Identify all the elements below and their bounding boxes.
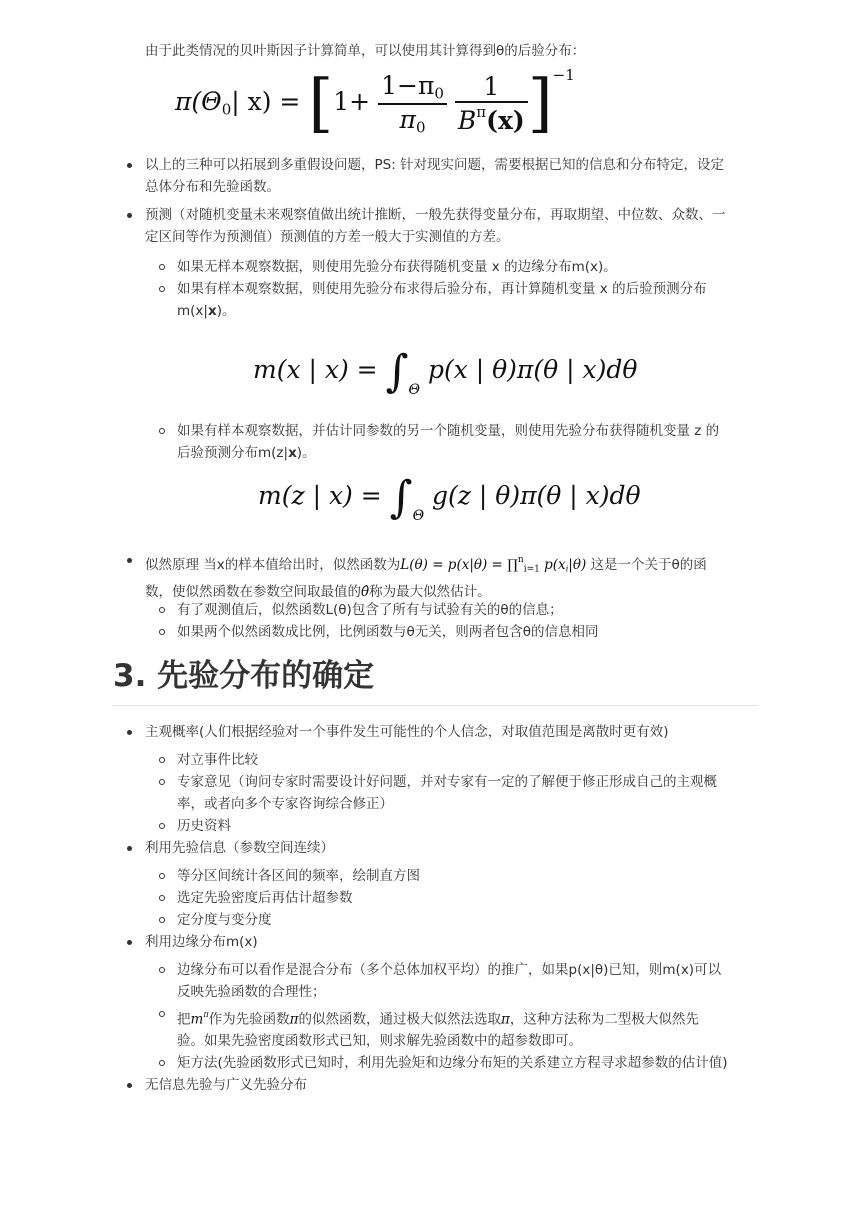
- bold-x: x: [207, 303, 217, 319]
- list-item: [145, 721, 758, 837]
- math-span: π: [501, 1011, 510, 1028]
- text-span: 的似然函数，通过极大似然法选取: [298, 1011, 502, 1028]
- text-span: 后验预测分布m(z|: [177, 445, 289, 461]
- likelihood-list: [145, 549, 758, 603]
- formula-exponent: −1: [552, 66, 575, 84]
- fraction-prior: [378, 71, 447, 136]
- formula-lhs: m(x | x) =: [253, 355, 378, 384]
- frac2-den: B: [457, 106, 477, 135]
- left-bracket-icon: [: [308, 66, 334, 141]
- list-item-line: 率，或者向多个专家咨询综合修正）: [177, 796, 393, 812]
- frac2-num: 1: [483, 72, 500, 101]
- marginal-z-formula: [258, 472, 641, 524]
- integral-sub: Θ: [408, 382, 420, 398]
- text-span: ，这种方法称为二型极大似然先: [509, 1011, 699, 1028]
- formula-rhs: g(z | θ)π(θ | x)dθ: [432, 481, 641, 510]
- list-item-line: 反映先验函数的合理性；: [177, 984, 326, 1000]
- theta-hat: θ̂: [361, 583, 370, 600]
- list-item: 对立事件比较: [177, 749, 758, 771]
- math-sub: i=1: [523, 564, 540, 575]
- bold-x: x: [288, 445, 297, 461]
- text-span: 似然原理 当x的样本值给出时，似然函数为: [145, 557, 401, 573]
- list-item: [145, 549, 758, 603]
- list-item-line: 专家意见（询问专家时需要设计好问题，并对专家有一定的了解便于修正形成自己的主观概: [177, 774, 717, 790]
- text-span: 把: [177, 1011, 191, 1028]
- list-item-line: 以上的三种可以拓展到多重假设问题，PS: 针对现实问题，需要根据已知的信息和分布特定，设定: [145, 157, 725, 173]
- frac1-num-sub: 0: [434, 84, 444, 103]
- likelihood-sub-list: [177, 599, 757, 643]
- text-span: 称为最大似然估计。: [369, 583, 491, 600]
- list-item-line: 定区间等作为预测值）预测值的方差一般大于实测值的方差。: [145, 229, 510, 245]
- list-item: 如果两个似然函数成比例，比例函数与θ无关，则两者包含θ的信息相同: [177, 621, 757, 643]
- text-span: 数，使似然函数在参数空间取最值的: [145, 583, 361, 600]
- formula-rhs: p(x | θ)π(θ | x)dθ: [427, 355, 638, 384]
- prior-list: [145, 721, 758, 1096]
- predict-sub-list-2: [177, 420, 757, 464]
- frac1-den: π: [399, 104, 416, 134]
- list-item: 定分度与变分度: [177, 909, 758, 931]
- section-heading: 3. 先验分布的确定: [113, 658, 375, 694]
- list-item: [177, 771, 758, 815]
- math-sup: π: [203, 1009, 209, 1019]
- list-item-line: 总体分布和先验函数。: [145, 179, 280, 195]
- list-item-line: 利用边缘分布m(x): [145, 934, 258, 950]
- list-item-line: 验。如果先验密度函数形式已知，则求解先验函数中的超参数即可。: [177, 1033, 582, 1050]
- list-item-line: [177, 300, 757, 322]
- list-item: [177, 256, 757, 278]
- list-item: 选定先验密度后再估计超参数: [177, 887, 758, 909]
- list-item-line: [177, 442, 757, 464]
- frac2-den-rest: (x): [486, 106, 525, 135]
- list-item-line: 如果有样本观察数据，并估计同参数的另一个随机变量，则使用先验分布获得随机变量 z 的: [177, 423, 720, 439]
- text-span: m(x|: [177, 303, 208, 319]
- math-span: m: [190, 1011, 204, 1028]
- integral-icon: ∫: [385, 346, 409, 397]
- list-item: 有了观测值后，似然函数L(θ)包含了所有与试验有关的θ的信息；: [177, 599, 757, 621]
- intro-text: 由于此类情况的贝叶斯因子计算简单，可以使用其计算得到θ的后验分布：: [145, 43, 586, 59]
- list-item: [145, 1074, 758, 1096]
- list-item: [177, 959, 758, 1003]
- frac1-num: 1−π: [381, 71, 435, 100]
- list-item-line: 如果有样本观察数据，则使用先验分布求得后验分布，再计算随机变量 x 的后验预测分布: [177, 281, 707, 297]
- sub-list: [177, 865, 758, 931]
- sub-list: [177, 959, 758, 1074]
- frac2-den-sup: π: [476, 103, 487, 121]
- text-span: )。: [216, 303, 236, 319]
- math-span: π: [289, 1011, 299, 1028]
- section-divider: [113, 705, 758, 706]
- text-span: 作为先验函数: [208, 1011, 290, 1028]
- frac1-den-sub: 0: [415, 118, 426, 136]
- formula-lhs-rest: | x) =: [231, 87, 301, 116]
- list-item-line: [145, 549, 758, 581]
- math-span: p(x: [539, 557, 566, 573]
- list-item: [177, 278, 757, 322]
- list-item: 等分区间统计各区间的频率，绘制直方图: [177, 865, 758, 887]
- math-sup: n: [517, 555, 524, 565]
- math-sub: i: [565, 563, 569, 574]
- list-item: 矩方法(先验函数形式已知时，利用先验矩和边缘分布矩的关系建立方程寻求超参数的估计值): [177, 1052, 758, 1074]
- list-item: [145, 204, 758, 248]
- math-span: |θ): [568, 557, 587, 573]
- sub-list: [177, 749, 758, 837]
- integral-sub: Θ: [412, 508, 425, 524]
- marginal-x-formula: [253, 346, 637, 398]
- list-item: 历史资料: [177, 815, 758, 837]
- list-item-line: 利用先验信息（参数空间连续）: [145, 840, 334, 856]
- formula-lhs: m(z | x) =: [258, 481, 382, 510]
- list-item-line: 预测（对随机变量未来观察值做出统计推断，一般先获得变量分布，再取期望、中位数、众数、一: [145, 207, 726, 223]
- list-item: [177, 420, 757, 464]
- list-item: [177, 1003, 758, 1052]
- list-item-line: 如果无样本观察数据，则使用先验分布获得随机变量 x 的边缘分布m(x)。: [177, 259, 617, 275]
- likelihood-math: L(θ) = p(x|θ) = ∏: [400, 557, 518, 573]
- posterior-formula: [175, 66, 575, 141]
- list-item-line: 主观概率(人们根据经验对一个事件发生可能性的个人信念，对取值范围是离散时更有效): [145, 724, 669, 740]
- top-list: [145, 154, 758, 248]
- integral-icon: ∫: [389, 472, 413, 523]
- list-item: [145, 931, 758, 1074]
- predict-sub-list: [177, 256, 757, 322]
- right-bracket-icon: ]: [527, 66, 553, 141]
- list-item: [145, 837, 758, 931]
- fraction-bayes: [455, 72, 528, 135]
- list-item-line: 边缘分布可以看作是混合分布（多个总体加权平均）的推广，如果p(x|θ)已知，则m(x)可以: [177, 962, 722, 978]
- formula-lhs-sub: 0: [221, 100, 232, 119]
- list-item-line: 无信息先验与广义先验分布: [145, 1077, 307, 1094]
- list-item: [145, 154, 758, 198]
- text-span: 这是一个关于θ的函: [586, 557, 707, 573]
- text-span: )。: [296, 445, 316, 461]
- list-item-line: [177, 1003, 758, 1030]
- formula-one: 1+: [333, 87, 371, 116]
- formula-lhs: π(Θ: [175, 87, 222, 116]
